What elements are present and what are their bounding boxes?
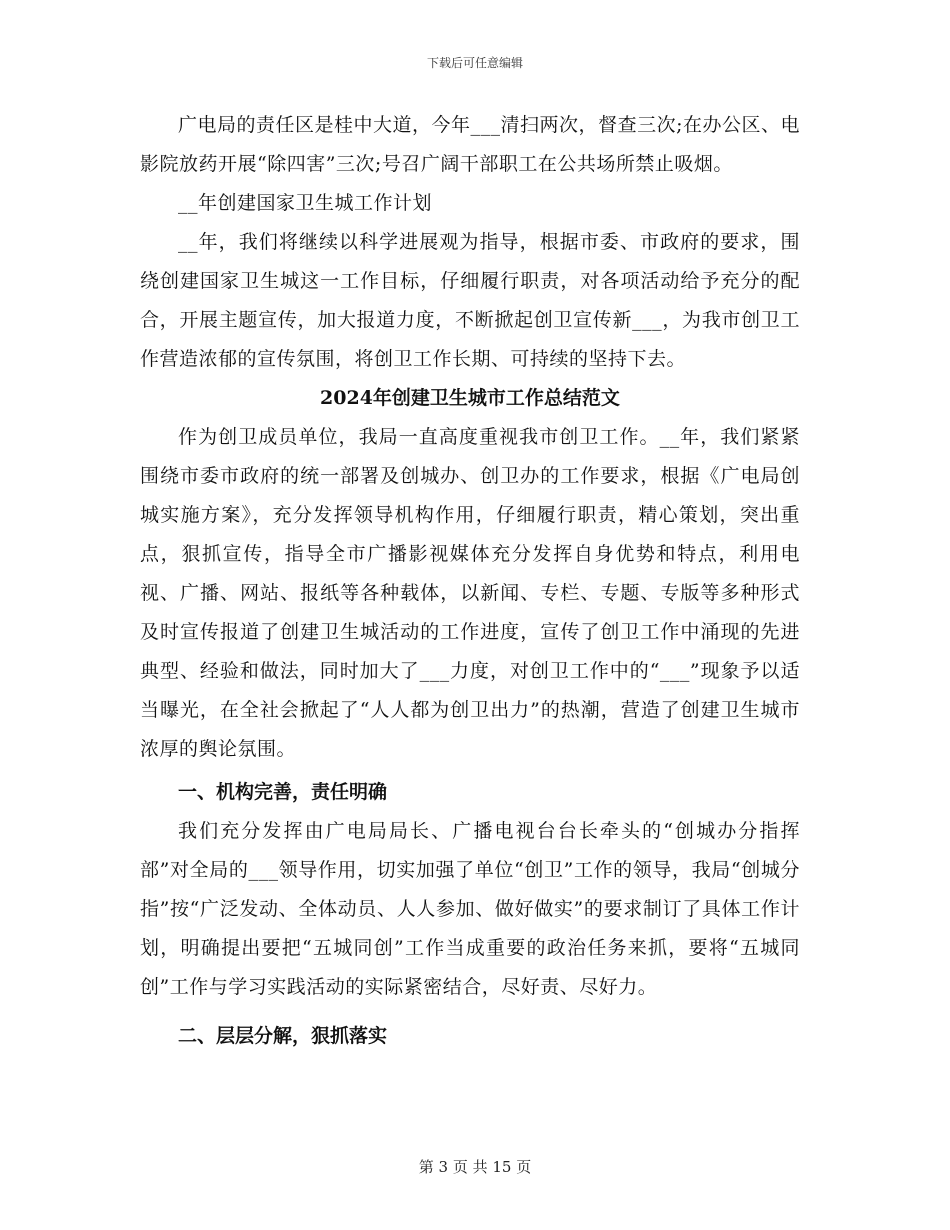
document-body bbox=[140, 106, 800, 1056]
page-footer: 第 3 页 共 15 页 bbox=[418, 1158, 532, 1176]
section-heading: 一、机构完善，责任明确 bbox=[178, 781, 388, 803]
document-title: 2024年创建卫生城市工作总结范文 bbox=[320, 387, 620, 409]
section-heading: 二、层层分解，狠抓落实 bbox=[178, 1025, 388, 1047]
paragraph: 广电局的责任区是桂中大道，今年___清扫两次，督查三次;在办公区、电影院放药开展“除四害”三次;号召广阔干部职工在公共场所禁止吸烟。 bbox=[140, 114, 800, 175]
section-body: 我们充分发挥由广电局局长、广播电视台台长牵头的“创城办分指挥部”对全局的___领导作用，切实加强了单位“创卫”工作的领导，我局“创城分指”按“广泛发动、全体动员、人人参加、做好做实”的要求制订了具体工作计划，明确提出要把“五城同创”工作当成重要的政治任务来抓，要将“五城同创”工作与学习实践活动的实际紧密结合，尽好责、尽好力。 bbox=[140, 820, 800, 998]
paragraph: __年，我们将继续以科学进展观为指导，根据市委、市政府的要求，围绕创建国家卫生城这一工作目标，仔细履行职责，对各项活动给予充分的配合，开展主题宣传，加大报道力度，不断掀起创卫宣传新___，为我市创卫工作营造浓郁的宣传氛围，将创卫工作长期、可持续的坚持下去。 bbox=[140, 231, 800, 370]
plan-title-line: __年创建国家卫生城工作计划 bbox=[178, 192, 433, 214]
page-header: 下载后可任意编辑 bbox=[426, 56, 523, 70]
intro-paragraph: 作为创卫成员单位，我局一直高度重视我市创卫工作。__年，我们紧紧围绕市委市政府的统一部署及创城办、创卫办的工作要求，根据《广电局创城实施方案》，充分发挥领导机构作用，仔细履行职责，精心策划，突出重点，狠抓宣传，指导全市广播影视媒体充分发挥自身优势和特点，利用电视、广播、网站、报纸等各种载体，以新闻、专栏、专题、专版等多种形式及时宣传报道了创建卫生城活动的工作进度，宣传了创卫工作中涌现的先进典型、经验和做法，同时加大了___力度，对创卫工作中的“___”现象予以适当曝光，在全社会掀起了“人人都为创卫出力”的热潮，营造了创建卫生城市浓厚的舆论氛围。 bbox=[140, 426, 800, 760]
